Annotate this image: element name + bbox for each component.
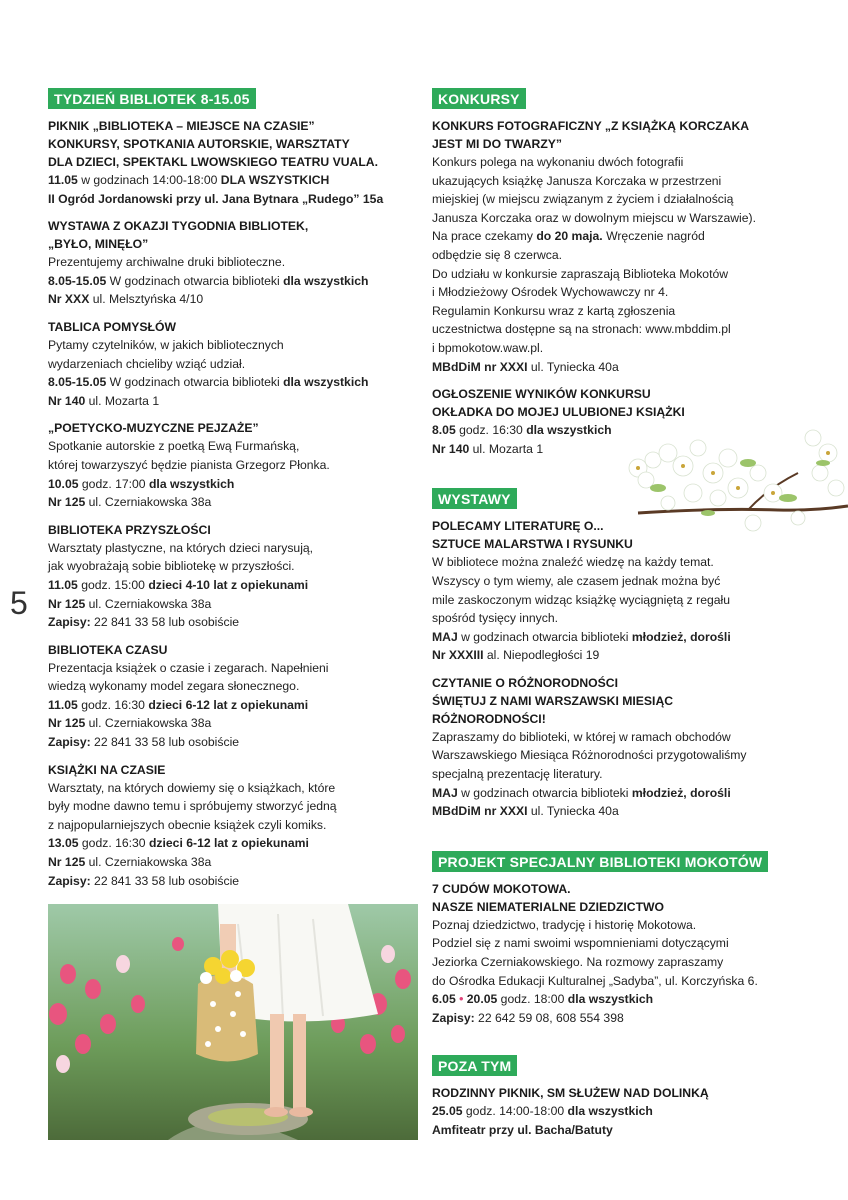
event-line bbox=[432, 227, 802, 246]
event-line bbox=[432, 209, 802, 228]
text-segment: dla wszystkich bbox=[526, 423, 612, 438]
text-segment: i Młodzieżowy Ośrodek Wychowawczy nr 4. bbox=[432, 285, 669, 300]
event-line bbox=[432, 320, 802, 339]
event-line bbox=[48, 290, 408, 309]
left-events bbox=[48, 117, 408, 890]
event-line bbox=[432, 265, 802, 284]
event-line bbox=[432, 591, 802, 610]
event-line bbox=[48, 456, 408, 475]
event-line bbox=[432, 283, 802, 302]
event-line bbox=[432, 728, 802, 747]
text-segment: godz. 17:00 bbox=[78, 476, 149, 491]
text-segment: młodzież, dorośli bbox=[631, 629, 731, 644]
event-line bbox=[432, 153, 802, 172]
event-title: PIKNIK „BIBLIOTEKA – MIEJSCE NA CZASIE” bbox=[48, 119, 315, 133]
section bbox=[432, 88, 802, 458]
section-header: KONKURSY bbox=[432, 88, 526, 109]
text-segment: 13.05 bbox=[48, 836, 79, 851]
event-title: POLECAMY LITERATURĘ O... bbox=[432, 519, 604, 534]
text-segment: do 20 maja. bbox=[536, 229, 603, 244]
event-title: OKŁADKA DO MOJEJ ULUBIONEJ KSIĄŻKI bbox=[432, 405, 685, 420]
event-title: BIBLIOTEKA PRZYSZŁOŚCI bbox=[48, 522, 211, 537]
text-segment: 10.05 bbox=[48, 476, 79, 491]
event-title: „POETYCKO-MUZYCZNE PEJZAŻE” bbox=[48, 421, 259, 436]
event-line bbox=[48, 392, 408, 411]
event-line bbox=[432, 302, 802, 321]
page-number: 5 bbox=[10, 585, 28, 621]
event-line bbox=[432, 1121, 802, 1140]
text-segment: Nr 125 bbox=[48, 716, 86, 731]
text-segment: Nr XXXIII bbox=[432, 648, 484, 663]
text-segment: w godzinach otwarcia biblioteki bbox=[457, 785, 632, 800]
text-segment: godz. 16:30 bbox=[77, 697, 149, 712]
text-segment: dla wszystkich bbox=[283, 273, 369, 288]
event-title: SZTUCE MALARSTWA I RYSUNKU bbox=[432, 537, 633, 552]
text-segment: 8.05-15.05 bbox=[48, 375, 107, 390]
text-segment: W godzinach otwarcia biblioteki bbox=[106, 375, 284, 390]
text-segment: Do udziału w konkursie zapraszają Biblioteka Mokotów bbox=[432, 266, 729, 281]
event-line bbox=[432, 934, 802, 953]
event-title: NASZE NIEMATERIALNE DZIEDZICTWO bbox=[432, 899, 665, 914]
text-segment: MBdDiM nr XXXI bbox=[432, 804, 528, 819]
text-segment: dzieci 6-12 lat z opiekunami bbox=[148, 836, 309, 851]
event-line bbox=[432, 339, 802, 358]
text-segment: ul. Czerniakowska 38a bbox=[85, 596, 212, 611]
event-title: CZYTANIE O RÓŻNORODNOŚCI bbox=[432, 675, 618, 690]
event-title: JEST MI DO TWARZY” bbox=[432, 137, 563, 151]
event-line bbox=[432, 953, 802, 972]
text-segment: dla wszystkich bbox=[283, 375, 369, 390]
event-block bbox=[48, 318, 408, 410]
text-segment: godz. 16:30 bbox=[78, 836, 149, 851]
event-block bbox=[432, 117, 802, 376]
text-segment: Wręczenie nagród bbox=[602, 229, 705, 244]
text-segment: dzieci 6-12 lat z opiekunami bbox=[148, 697, 309, 712]
event-block bbox=[432, 674, 802, 821]
text-segment: 22 841 33 58 lub osobiście bbox=[90, 873, 240, 888]
text-segment: Warsztaty plastyczne, na których dzieci narysują, bbox=[48, 540, 314, 555]
event-line bbox=[48, 539, 408, 558]
event-line bbox=[48, 797, 408, 816]
event-line bbox=[432, 628, 802, 647]
text-segment: której towarzyszyć będzie pianista Grzegorz Płonka. bbox=[48, 457, 330, 472]
event-line bbox=[48, 272, 408, 291]
text-segment: 11.05 bbox=[48, 173, 78, 187]
event-line bbox=[48, 557, 408, 576]
text-segment: dla wszystkich bbox=[567, 1104, 653, 1119]
event-line bbox=[48, 696, 408, 715]
section bbox=[432, 851, 802, 1028]
text-segment: Amfiteatr przy ul. Bacha/Batuty bbox=[432, 1123, 613, 1137]
event-line bbox=[48, 576, 408, 595]
text-segment: 22 841 33 58 lub osobiście bbox=[90, 735, 240, 750]
text-segment: godz. 18:00 bbox=[497, 992, 568, 1007]
text-segment: MAJ bbox=[432, 785, 458, 800]
event-title: 7 CUDÓW MOKOTOWA. bbox=[432, 881, 571, 896]
event-line bbox=[432, 646, 802, 665]
text-segment: DLA WSZYSTKICH bbox=[220, 173, 330, 187]
text-segment: Zapisy: bbox=[432, 1010, 475, 1025]
text-segment: al. Niepodległości 19 bbox=[483, 648, 600, 663]
text-segment: Wszyscy o tym wiemy, ale czasem jednak można być bbox=[432, 573, 721, 588]
text-segment: ul. Tyniecka 40a bbox=[527, 804, 619, 819]
event-title: KSIĄŻKI NA CZASIE bbox=[48, 762, 166, 777]
text-segment: 8.05 bbox=[432, 423, 456, 438]
text-segment: II Ogród Jordanowski przy ul. Jana Bytnara „Rudego” 15a bbox=[48, 191, 384, 206]
text-segment: W bibliotece można znaleźć wiedzę na każdy temat. bbox=[432, 555, 714, 570]
section-header-tydzien-bibliotek: TYDZIEŃ BIBLIOTEK 8-15.05 bbox=[48, 88, 256, 109]
event-line bbox=[432, 765, 802, 784]
text-segment: ul. Tyniecka 40a bbox=[527, 359, 619, 374]
text-segment: 6.05 bbox=[432, 992, 456, 1007]
text-segment: MAJ bbox=[432, 629, 458, 644]
text-segment: Nr XXX bbox=[48, 292, 90, 307]
event-line bbox=[48, 171, 408, 190]
section bbox=[432, 1055, 802, 1139]
text-segment: Nr 125 bbox=[48, 495, 86, 510]
text-segment: ul. Mozarta 1 bbox=[85, 393, 160, 408]
text-segment: ul. Czerniakowska 38a bbox=[85, 495, 212, 510]
photo-woman-with-flower-basket bbox=[48, 904, 418, 1140]
text-segment: Zapisy: bbox=[48, 873, 91, 888]
event-line bbox=[432, 746, 802, 765]
event-line bbox=[432, 246, 802, 265]
event-line bbox=[48, 779, 408, 798]
text-segment: były modne dawno temu i spróbujemy stworzyć jedną bbox=[48, 799, 337, 814]
text-segment: dzieci 4-10 lat z opiekunami bbox=[148, 577, 309, 592]
text-segment: Nr 140 bbox=[432, 441, 470, 456]
text-segment: miejskiej (w miejscu związanym z życiem i działalnością bbox=[432, 192, 734, 207]
text-segment: spośród tysięcy innych. bbox=[432, 611, 558, 626]
event-line bbox=[48, 834, 408, 853]
text-segment: godz. 14:00-18:00 bbox=[462, 1104, 568, 1119]
event-title: KONKURSY, SPOTKANIA AUTORSKIE, WARSZTATY bbox=[48, 137, 350, 151]
text-segment: w godzinach 14:00-18:00 bbox=[77, 173, 221, 187]
text-segment: dla wszystkich bbox=[567, 992, 654, 1007]
event-line bbox=[432, 1009, 802, 1028]
event-line bbox=[48, 613, 408, 632]
event-line bbox=[432, 609, 802, 628]
event-line bbox=[432, 572, 802, 591]
text-segment: Nr 140 bbox=[48, 393, 86, 408]
text-segment: specjalną prezentację literatury. bbox=[432, 767, 603, 782]
blossom-branch-image bbox=[598, 418, 848, 538]
text-segment: Pytamy czytelników, w jakich bibliotecznych bbox=[48, 337, 284, 352]
text-segment: mile zaskoczonym widząc książkę wyciągniętą z regału bbox=[432, 592, 731, 607]
event-block bbox=[48, 521, 408, 632]
event-block bbox=[432, 1084, 802, 1139]
event-title: KONKURS FOTOGRAFICZNY „Z KSIĄŻKĄ KORCZAKA bbox=[432, 119, 750, 133]
text-segment: wydarzeniach chcieliby wziąć udział. bbox=[48, 356, 246, 371]
text-segment: ul. Melsztyńska 4/10 bbox=[89, 292, 204, 307]
event-title: RÓŻNORODNOŚCI! bbox=[432, 711, 546, 726]
text-segment: 22 642 59 08, 608 554 398 bbox=[474, 1010, 624, 1025]
text-segment: Zapraszamy do biblioteki, w której w ramach obchodów bbox=[432, 729, 731, 744]
event-line bbox=[48, 336, 408, 355]
event-line bbox=[48, 659, 408, 678]
text-segment: Jeziorka Czerniakowskiego. Na rozmowy zapraszamy bbox=[432, 955, 724, 970]
event-block bbox=[48, 641, 408, 752]
event-line bbox=[48, 437, 408, 456]
text-segment: Zapisy: bbox=[48, 615, 91, 630]
event-line bbox=[432, 358, 802, 377]
text-segment: uczestnictwa dostępne są na stronach: www.mbddim.pl bbox=[432, 322, 731, 337]
text-segment: Poznaj dziedzictwo, tradycję i historię Mokotowa. bbox=[432, 917, 697, 932]
event-line bbox=[432, 784, 802, 803]
event-line bbox=[432, 972, 802, 991]
text-segment: ul. Mozarta 1 bbox=[469, 441, 544, 456]
text-segment: Na prace czekamy bbox=[432, 229, 537, 244]
section bbox=[432, 488, 802, 821]
event-line bbox=[432, 553, 802, 572]
event-block bbox=[48, 217, 408, 309]
text-segment: młodzież, dorośli bbox=[631, 785, 731, 800]
text-segment: ul. Czerniakowska 38a bbox=[85, 855, 212, 870]
text-segment: Spotkanie autorskie z poetką Ewą Furmańską, bbox=[48, 439, 300, 454]
text-segment: Konkurs polega na wykonaniu dwóch fotografii bbox=[432, 155, 684, 169]
event-title: DLA DZIECI, SPEKTAKL LWOWSKIEGO TEATRU VUALA. bbox=[48, 155, 378, 169]
text-segment: Podziel się z nami swoimi wspomnieniami dotyczącymi bbox=[432, 936, 729, 951]
event-line bbox=[432, 802, 802, 821]
text-segment: w godzinach otwarcia biblioteki bbox=[457, 629, 632, 644]
event-block bbox=[48, 761, 408, 891]
event-line bbox=[432, 1102, 802, 1121]
event-line bbox=[48, 733, 408, 752]
text-segment: ul. Czerniakowska 38a bbox=[85, 716, 212, 731]
text-segment: 22 841 33 58 lub osobiście bbox=[90, 615, 240, 630]
text-segment: Janusza Korczaka oraz w dowolnym miejscu w Warszawie). bbox=[432, 210, 756, 225]
event-block bbox=[48, 419, 408, 511]
text-segment: • bbox=[455, 992, 467, 1007]
section-header: POZA TYM bbox=[432, 1055, 517, 1076]
text-segment: Prezentacja książek o czasie i zegarach. Napełnieni bbox=[48, 660, 329, 675]
text-segment: Prezentujemy archiwalne druki biblioteczne. bbox=[48, 255, 286, 270]
event-line bbox=[48, 714, 408, 733]
event-line bbox=[432, 990, 802, 1009]
text-segment: do Ośrodka Edukacji Kulturalnej „Sadyba”, ul. Korczyńska 6. bbox=[432, 973, 758, 988]
event-line bbox=[48, 853, 408, 872]
event-line bbox=[432, 916, 802, 935]
text-segment: Zapisy: bbox=[48, 735, 91, 750]
event-title: RODZINNY PIKNIK, SM SŁUŻEW NAD DOLINKĄ bbox=[432, 1086, 709, 1101]
text-segment: Warszawskiego Miesiąca Różnorodności przygotowaliśmy bbox=[432, 748, 747, 763]
text-segment: godz. 15:00 bbox=[77, 577, 149, 592]
right-column bbox=[432, 88, 802, 1154]
text-segment: 25.05 bbox=[432, 1104, 463, 1119]
text-segment: wiedzą wykonamy model zegara słonecznego. bbox=[48, 679, 300, 694]
event-line bbox=[48, 355, 408, 374]
text-segment: godz. 16:30 bbox=[455, 423, 527, 438]
text-segment: MBdDiM nr XXXI bbox=[432, 359, 528, 374]
event-line bbox=[48, 190, 408, 209]
text-segment: Nr 125 bbox=[48, 596, 86, 611]
text-segment: 8.05-15.05 bbox=[48, 273, 107, 288]
text-segment: Nr 125 bbox=[48, 855, 86, 870]
event-line bbox=[48, 677, 408, 696]
event-line bbox=[432, 190, 802, 209]
text-segment: Regulamin Konkursu wraz z kartą zgłoszenia bbox=[432, 303, 676, 318]
text-segment: 11.05 bbox=[48, 577, 78, 592]
text-segment: i bpmokotow.waw.pl. bbox=[432, 340, 544, 355]
event-title: TABLICA POMYSŁÓW bbox=[48, 319, 176, 334]
event-line bbox=[48, 816, 408, 835]
event-block bbox=[432, 880, 802, 1028]
event-title: „BYŁO, MINĘŁO” bbox=[48, 237, 149, 252]
event-line bbox=[48, 253, 408, 272]
section-header: WYSTAWY bbox=[432, 488, 517, 509]
text-segment: ukazujących książkę Janusza Korczaka w przestrzeni bbox=[432, 173, 722, 188]
text-segment: W godzinach otwarcia biblioteki bbox=[106, 273, 284, 288]
text-segment: Warsztaty, na których dowiemy się o książkach, które bbox=[48, 780, 336, 795]
text-segment: odbędzie się 8 czerwca. bbox=[432, 247, 563, 262]
text-segment: dla wszystkich bbox=[148, 476, 235, 491]
event-line bbox=[48, 475, 408, 494]
text-segment: jak wyobrażają sobie bibliotekę w przyszłości. bbox=[48, 559, 295, 574]
text-segment: 11.05 bbox=[48, 697, 78, 712]
event-line bbox=[48, 493, 408, 512]
event-line bbox=[48, 872, 408, 891]
event-line bbox=[48, 595, 408, 614]
text-segment: 20.05 bbox=[466, 992, 498, 1007]
text-segment: z najpopularniejszych obecnie książek czyli komiks. bbox=[48, 817, 327, 832]
left-column bbox=[48, 88, 408, 899]
event-title: ŚWIĘTUJ Z NAMI WARSZAWSKI MIESIĄC bbox=[432, 693, 674, 708]
event-line bbox=[48, 373, 408, 392]
event-title: BIBLIOTEKA CZASU bbox=[48, 642, 168, 657]
event-block bbox=[432, 517, 802, 665]
event-title: WYSTAWA Z OKAZJI TYGODNIA BIBLIOTEK, bbox=[48, 219, 309, 234]
event-title: OGŁOSZENIE WYNIKÓW KONKURSU bbox=[432, 387, 651, 402]
section-header: PROJEKT SPECJALNY BIBLIOTEKI MOKOTÓW bbox=[432, 851, 768, 872]
event-line bbox=[432, 172, 802, 191]
event-block bbox=[48, 117, 408, 208]
